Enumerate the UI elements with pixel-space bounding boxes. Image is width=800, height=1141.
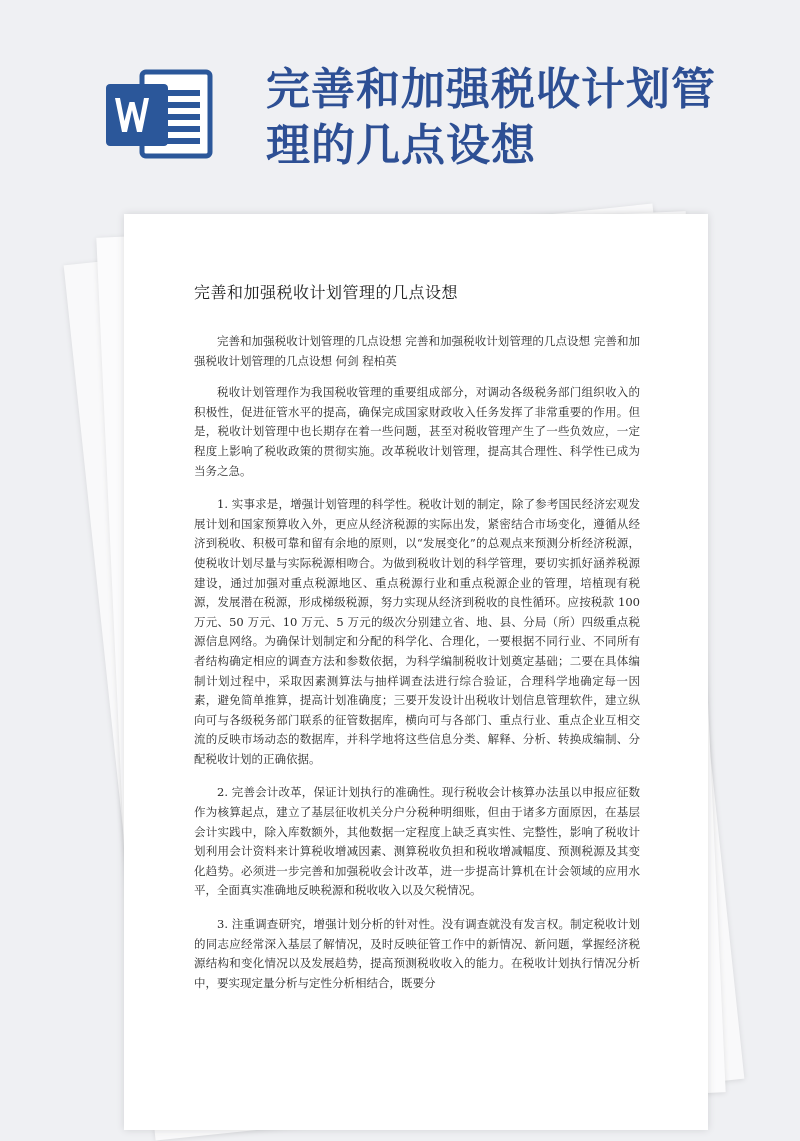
paragraph: 2. 完善会计改革，保证计划执行的准确性。现行税收会计核算办法虽以申报应征数作为核算起点，建立了基层征收机关分户分税种明细账，但由于诸多方面原因，在基层会计实践中，除入库数额外，其他数据一定程度上缺乏真实性、完整性，影响了税收计划利用会计资料来计算税收增减因素、测算税收负担和税收增减幅度、预测税源及其变化趋势。必须进一步完善和加强税收会计改革，进一步提高计算机在计会领域的应用水平，全面真实准确地反映税源和税收收入以及欠税情况。 xyxy=(194,785,640,898)
paragraph: 3. 注重调查研究，增强计划分析的针对性。没有调查就没有发言权。制定税收计划的同志应经常深入基层了解情况，及时反映征管工作中的新情况、新问题，掌握经济税源结构和变化情况以及发展趋势，提高预测税收收入的能力。在税收计划执行情况分析中，要实现定量分析与定性分析相结合，既要分 xyxy=(194,917,640,990)
document-page xyxy=(124,214,708,1130)
document-intro: 完善和加强税收计划管理的几点设想 完善和加强税收计划管理的几点设想 完善和加强税收计划管理的几点设想 何剑 程柏英 xyxy=(194,334,640,368)
document-body xyxy=(194,280,640,1007)
header-banner xyxy=(0,0,800,200)
word-document-icon xyxy=(106,66,214,162)
paragraph: 税收计划管理作为我国税收管理的重要组成部分，对调动各级税务部门组织收入的积极性，促进征管水平的提高，确保完成国家财政收入任务发挥了非常重要的作用。但是，税收计划管理中也长期存在着一些问题，甚至对税收管理产生了一些负效应，一定程度上影响了税收政策的贯彻实施。改革税收计划管理，提高其合理性、科学性已成为当务之急。 xyxy=(194,385,640,478)
document-title: 完善和加强税收计划管理的几点设想 xyxy=(194,283,459,302)
header-title: 完善和加强税收计划管理的几点设想 xyxy=(266,64,716,171)
paragraph: 1. 实事求是，增强计划管理的科学性。税收计划的制定，除了参考国民经济宏观发展计划和国家预算收入外，更应从经济税源的实际出发，紧密结合市场变化，遵循从经济到税收、积极可靠和留有余地的原则，以“发展变化”的总观点来预测分析经济税源，使税收计划尽量与实际税源相吻合。为做到税收计划的科学管理，要切实抓好涵养税源建设，通过加强对重点税源地区、重点税源行业和重点税源企业的管理，培植现有税源，发展潜在税源，形成梯级税源，努力实现从经济到税收的良性循环。应按税款 100 万元、50 万元、10 万元、5 万元的级次分别建立省、地、县、分局（所）四级重点税源信息网络。为确保计划制定和分配的科学化、合理化，一要根据不同行业、不同所有者结构确定相应的调查方法和参数依据，为科学编制税收计划奠定基础；二要在具体编制计划过程中，采取因素测算法与抽样调查法进行综合验证，合理科学地确定每一因素，避免简单推算，提高计划准确度；三要开发设计出税收计划信息管理软件，建立纵向可与各级税务部门联系的征管数据库，横向可与各部门、重点行业、重点企业互相交流的反映市场动态的数据库，并科学地将这些信息分类、解释、分析、转换成编制、分配税收计划的正确依据。 xyxy=(194,497,640,766)
